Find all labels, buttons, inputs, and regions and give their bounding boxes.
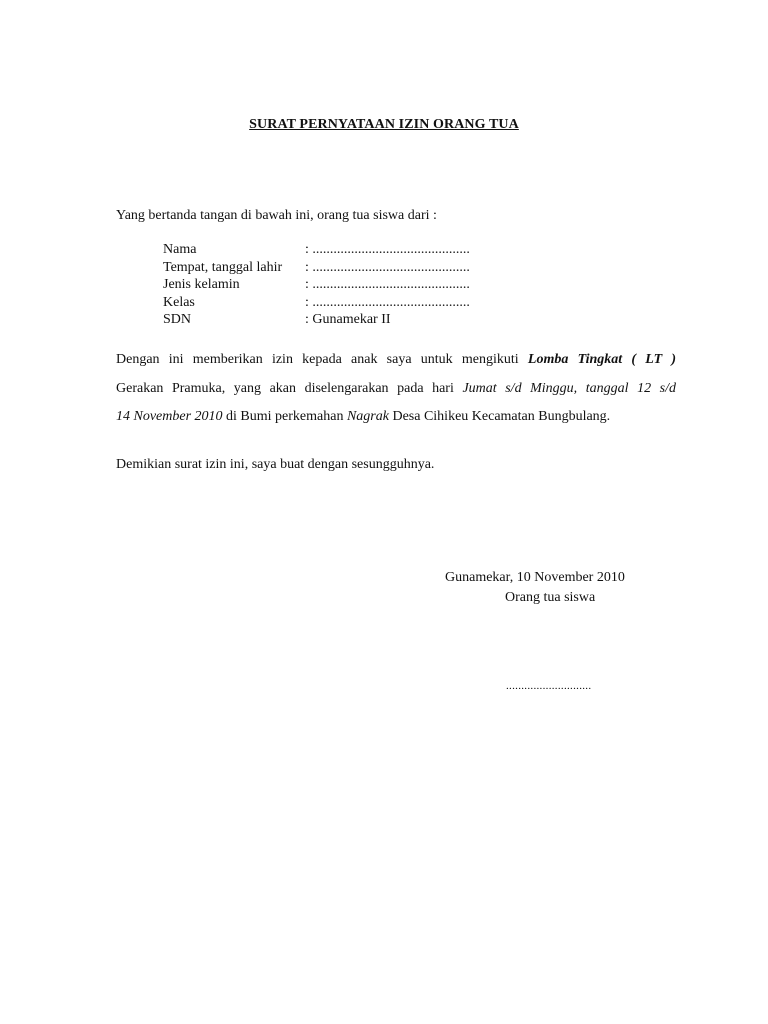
signer-title: Orang tua siswa xyxy=(505,590,596,605)
field-value: : ............................................. xyxy=(305,277,470,292)
paragraph-line-1 xyxy=(116,346,676,375)
document-title: SURAT PERNYATAAN IZIN ORANG TUA xyxy=(249,117,519,132)
student-fields xyxy=(163,241,470,329)
field-kelas xyxy=(163,294,470,312)
field-label: Nama xyxy=(163,242,197,257)
intro-text: Yang bertanda tangan di bawah ini, orang tua siswa dari : xyxy=(116,208,437,223)
field-value: : Gunamekar II xyxy=(305,312,391,327)
field-tempat-tanggal-lahir xyxy=(163,259,470,277)
field-value: : ............................................. xyxy=(305,242,470,257)
paragraph-line-3 xyxy=(116,403,676,432)
paragraph-text: Gerakan Pramuka, yang akan diselengarakan pada hari xyxy=(116,380,454,396)
closing-statement: Demikian surat izin ini, saya buat dengan sesungguhnya. xyxy=(116,457,435,472)
event-date: 14 November 2010 xyxy=(116,409,223,424)
paragraph-text: Desa Cihikeu Kecamatan Bungbulang. xyxy=(392,409,611,424)
field-value: : ............................................. xyxy=(305,294,470,310)
event-place: Nagrak xyxy=(346,409,389,424)
event-days: Jumat s/d Minggu, tanggal 12 s/d xyxy=(462,380,676,396)
field-label: Jenis kelamin xyxy=(163,277,240,292)
paragraph-text: di Bumi perkemahan xyxy=(226,409,344,424)
event-name: Lomba Tingkat ( LT ) xyxy=(527,352,677,367)
place-date: Gunamekar, 10 November 2010 xyxy=(445,570,625,585)
field-label: Tempat, tanggal lahir xyxy=(163,259,283,275)
permission-paragraph xyxy=(116,346,676,432)
field-label: SDN xyxy=(163,312,192,327)
paragraph-text: Dengan ini memberikan izin kepada anak saya untuk mengikuti xyxy=(116,352,519,367)
field-value: : ............................................. xyxy=(305,259,470,275)
signature-line: ............................ xyxy=(506,680,592,692)
field-jenis-kelamin xyxy=(163,276,470,294)
field-label: Kelas xyxy=(163,294,195,310)
paragraph-line-2 xyxy=(116,375,676,404)
field-sdn xyxy=(163,311,470,329)
field-nama xyxy=(163,241,470,259)
